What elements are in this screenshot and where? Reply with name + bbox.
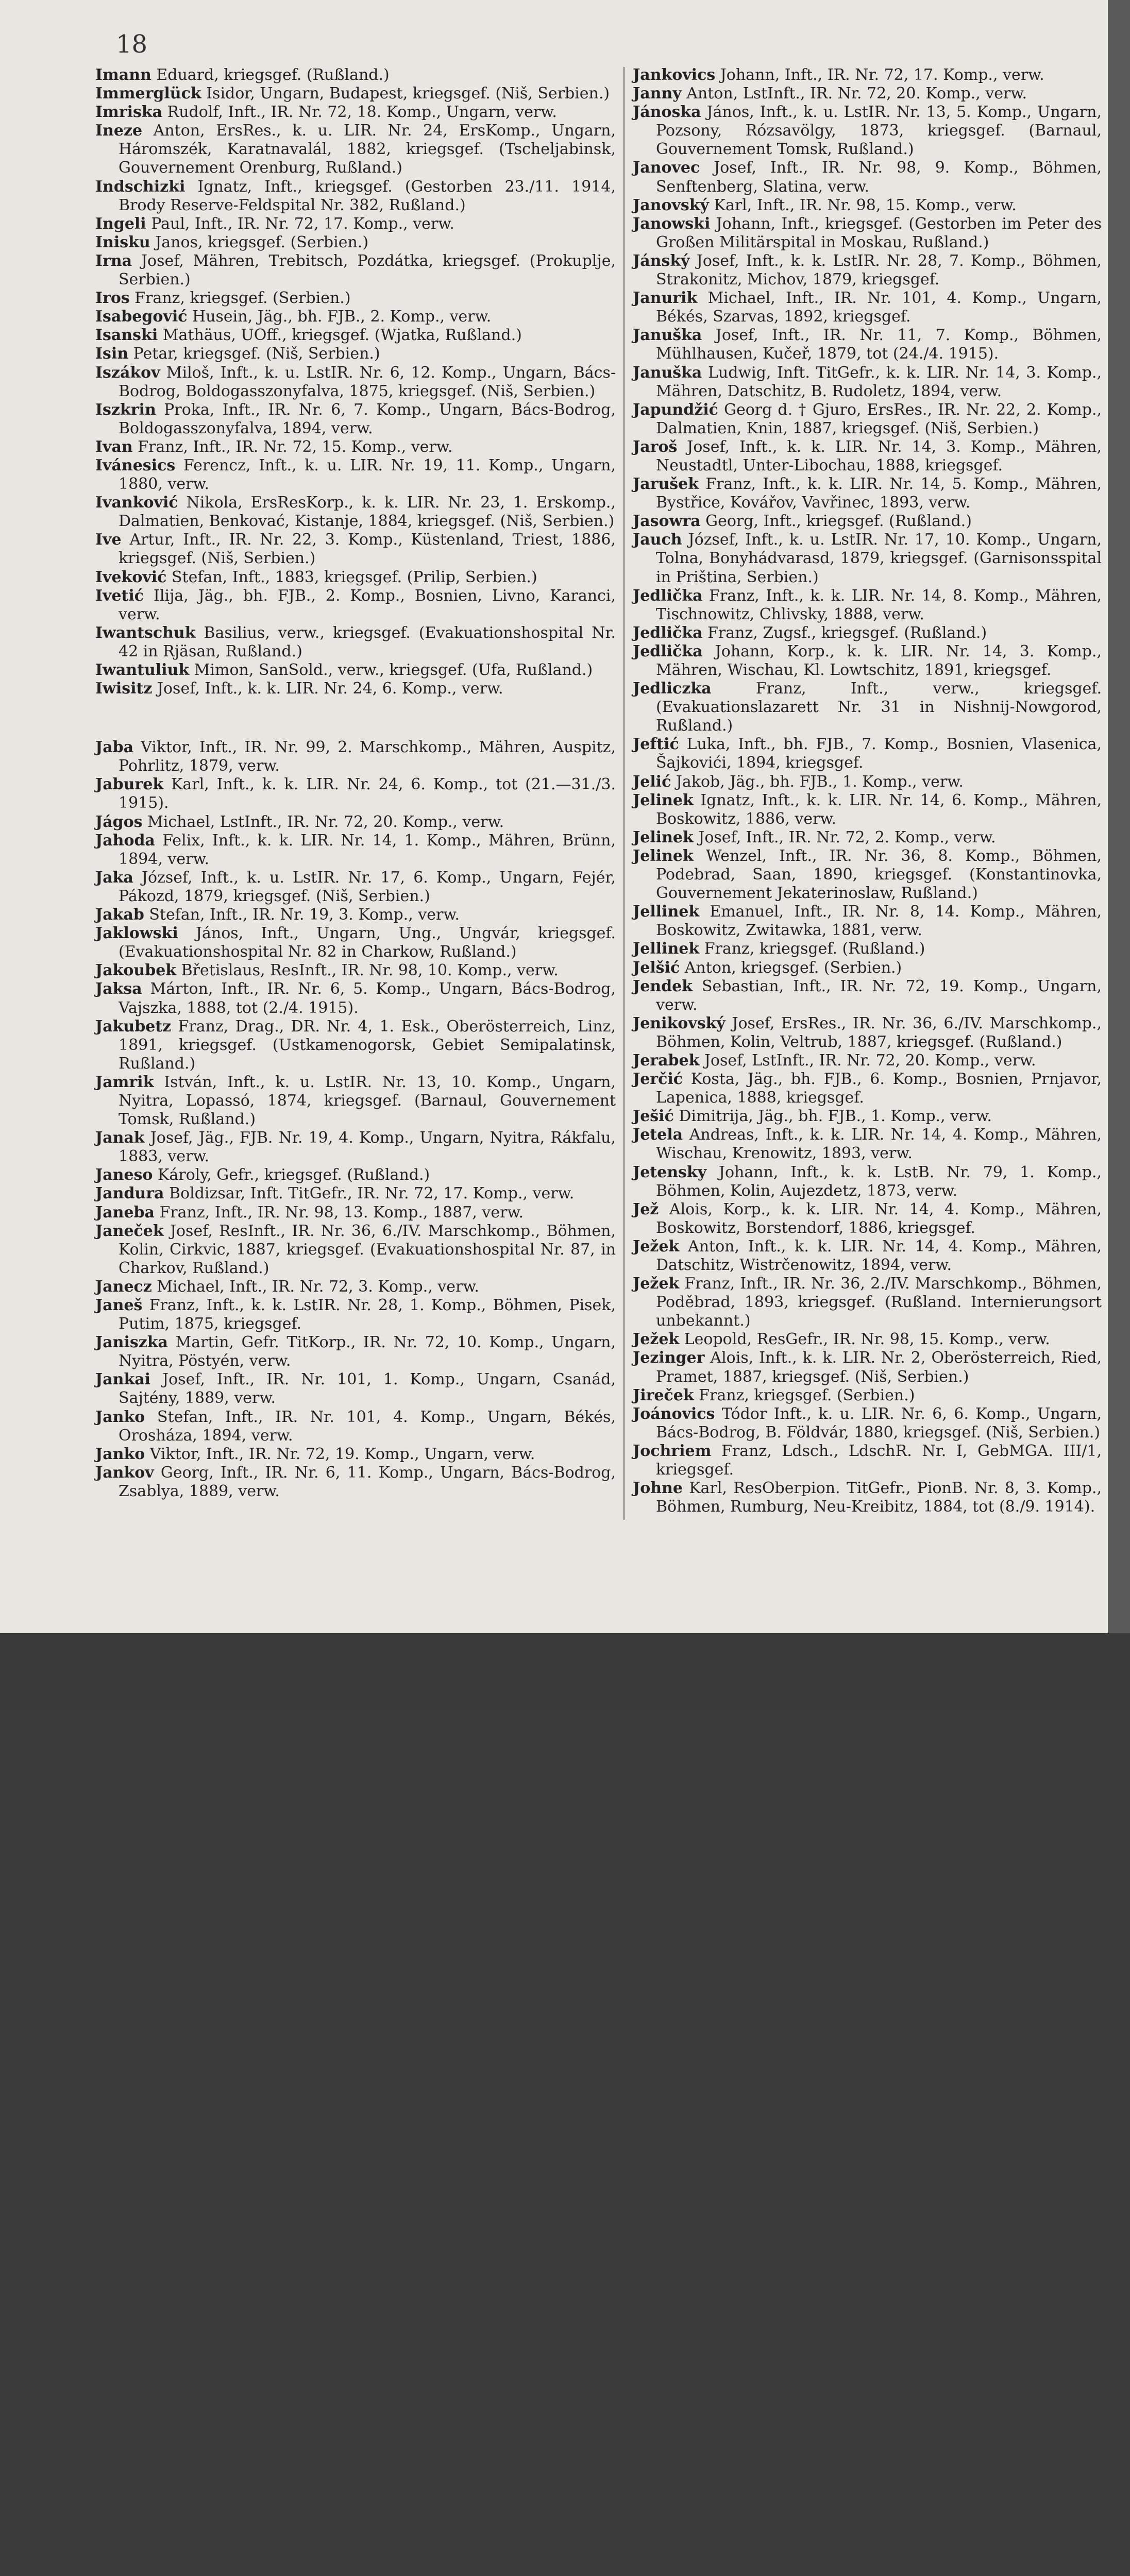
entry-details: Leopold, ResGefr., IR. Nr. 98, 15. Komp., verw. (679, 1330, 1050, 1349)
entry-surname: Jelić (633, 772, 671, 791)
entry-surname: Imriska (95, 103, 163, 122)
entry-surname: Ivan (95, 437, 133, 456)
entry-details: Wenzel, Inft., IR. Nr. 36, 8. Komp., Böhmen, Podebrad, Saan, 1890, kriegsgef. (Konstantinovka, Gouvernement Jekaterinoslaw, Rußland.) (656, 846, 1102, 903)
entry-details: Viktor, Inft., IR. Nr. 99, 2. Marschkomp., Mähren, Auspitz, Pohrlitz, 1879, verw. (119, 738, 616, 775)
entry-surname: Janecz (95, 1277, 152, 1296)
entry-surname: Jágos (95, 812, 143, 831)
list-entry (95, 1129, 616, 1166)
list-entry (633, 1238, 1102, 1275)
list-entry (95, 401, 616, 438)
entry-surname: Ježek (633, 1330, 680, 1349)
list-entry (633, 326, 1102, 363)
entry-surname: Ive (95, 531, 122, 549)
entry-details: Alois, Korp., k. k. LIR. Nr. 14, 4. Komp., Mähren, Boskowitz, Borstendorf, 1886, kriegsgef. (656, 1200, 1102, 1237)
entry-details: Dimitrija, Jäg., bh. FJB., 1. Komp., verw. (673, 1107, 992, 1126)
list-entry (95, 456, 616, 494)
list-entry (95, 869, 616, 906)
entry-details: Stefan, Inft., IR. Nr. 101, 4. Komp., Ungarn, Békés, Orosháza, 1894, verw. (119, 1408, 616, 1445)
list-entry (633, 289, 1102, 326)
entry-details: Artur, Inft., IR. Nr. 22, 3. Komp., Küstenland, Triest, 1886, kriegsgef. (Niš, Serbien.) (119, 531, 616, 568)
entry-details: Franz, Inft., verw., kriegsgef. (Evakuationslazarett Nr. 31 in Nishnij-Nowgorod, Rußland.) (656, 680, 1102, 735)
entry-surname: Jankovics (633, 66, 716, 84)
list-entry (95, 1222, 616, 1278)
entry-surname: Jireček (633, 1386, 694, 1404)
list-entry (633, 1014, 1102, 1052)
entry-details: Ferencz, Inft., k. u. LIR. Nr. 19, 11. Komp., Ungarn, 1880, verw. (119, 456, 616, 494)
entry-surname: Johne (633, 1479, 683, 1498)
list-entry (95, 906, 616, 924)
entry-surname: Jelinek (633, 846, 694, 865)
entry-details: Jakob, Jäg., bh. FJB., 1. Komp., verw. (671, 772, 964, 791)
entry-details: Miloš, Inft., k. u. LstIR. Nr. 6, 12. Komp., Ungarn, Bács-Bodrog, Boldogasszonyfalva, 1875, kriegsgef. (Niš, Serbien.) (119, 363, 616, 400)
entry-surname: Indschizki (95, 177, 185, 196)
list-entry (95, 1204, 616, 1222)
entry-surname: Jakab (95, 906, 144, 924)
entry-details: Martin, Gefr. TitKorp., IR. Nr. 72, 10. Komp., Ungarn, Nyitra, Pöstyén, verw. (119, 1333, 616, 1370)
entry-details: Paul, Inft., IR. Nr. 72, 17. Komp., verw. (146, 214, 454, 233)
list-entry (633, 1349, 1102, 1386)
list-entry (633, 642, 1102, 680)
list-entry (633, 66, 1102, 84)
entry-details: Franz, kriegsgef. (Serbien.) (129, 289, 351, 308)
list-entry (633, 1163, 1102, 1200)
list-entry (95, 1408, 616, 1445)
entry-details: Franz, kriegsgef. (Rußland.) (699, 940, 925, 958)
entry-surname: Jakoubek (95, 961, 177, 980)
right-column (633, 66, 1102, 1516)
entry-details: Franz, Inft., IR. Nr. 98, 13. Komp., 1887, verw. (154, 1203, 524, 1222)
entry-details: Georg, Inft., kriegsgef. (Rußland.) (700, 512, 972, 531)
entry-surname: Jezinger (633, 1349, 705, 1367)
entry-surname: Iszkrin (95, 400, 156, 419)
entry-details: Josef, Inft., k. k. LIR. Nr. 14, 3. Komp., Mähren, Neustadtl, Unter-Libochau, 1888, kriegsgef. (656, 437, 1102, 474)
list-entry (95, 980, 616, 1017)
entry-details: Ignatz, Inft., k. k. LIR. Nr. 14, 6. Komp., Mähren, Boskowitz, 1886, verw. (656, 791, 1102, 828)
entry-surname: Janowski (633, 214, 711, 233)
entry-surname: Ježek (633, 1237, 680, 1256)
entry-details: Viktor, Inft., IR. Nr. 72, 19. Komp., Ungarn, verw. (145, 1445, 535, 1463)
list-entry (95, 1184, 616, 1203)
entry-surname: Jankai (95, 1370, 151, 1389)
list-entry (633, 847, 1102, 903)
entry-surname: Jendek (633, 977, 693, 995)
entry-details: Franz, Ldsch., LdschR. Nr. I, GebMGA. III/1, kriegsgef. (656, 1442, 1102, 1479)
entry-surname: Ješić (633, 1107, 674, 1126)
entry-details: Franz, Inft., IR. Nr. 36, 2./IV. Marschkomp., Böhmen, Poděbrad, 1893, kriegsgef. (Rußland. Internierungsort unbekannt.) (656, 1275, 1102, 1330)
list-entry (633, 364, 1102, 401)
entry-details: Karl, ResOberpion. TitGefr., PionB. Nr. 8, 3. Komp., Böhmen, Rumburg, Neu-Kreibitz, 1884, tot (8./9. 1914). (656, 1479, 1102, 1516)
entry-surname: Irna (95, 251, 132, 270)
list-entry (633, 1330, 1102, 1349)
page-edge (1108, 0, 1130, 1633)
entry-details: Franz, Inft., k. k. LIR. Nr. 14, 8. Komp., Mähren, Tischnowitz, Chlivsky, 1888, verw. (656, 586, 1102, 623)
list-entry (633, 1107, 1102, 1126)
page-number: 18 (116, 30, 148, 59)
entry-details: Franz, Inft., k. k. LIR. Nr. 14, 5. Komp., Mähren, Bystřice, Kovářov, Vavřinec, 1893, verw. (656, 475, 1102, 512)
entry-surname: Jaka (95, 868, 133, 887)
viewer-footer (0, 1633, 1130, 1711)
entry-details: Ignatz, Inft., kriegsgef. (Gestorben 23./11. 1914, Brody Reserve-Feldspital Nr. 382, Rußland.) (119, 177, 616, 214)
entry-details: János, Inft., Ungarn, Ung., Ungvár, kriegsgef. (Evakuationshospital Nr. 82 in Charkow, Rußland.) (119, 924, 616, 961)
list-entry (95, 832, 616, 869)
list-entry (633, 475, 1102, 512)
list-entry (633, 531, 1102, 586)
entry-details: Károly, Gefr., kriegsgef. (Rußland.) (153, 1166, 430, 1184)
list-entry (633, 624, 1102, 642)
entry-surname: Ivetić (95, 586, 144, 605)
list-entry (95, 289, 616, 308)
entry-details: Josef, Inft., k. k. LstIR. Nr. 28, 7. Komp., Böhmen, Strakonitz, Michov, 1879, kriegsgef. (656, 251, 1102, 289)
entry-surname: Jánský (633, 251, 690, 270)
entry-surname: Isin (95, 345, 129, 363)
entry-surname: Imann (95, 66, 151, 84)
list-entry (95, 1333, 616, 1370)
entry-details: Josef, Inft., IR. Nr. 11, 7. Komp., Böhmen, Mühlhausen, Kučeř, 1879, tot (24./4. 1915). (656, 326, 1102, 363)
entry-surname: Janovec (633, 159, 700, 177)
entry-surname: Janurik (633, 289, 698, 308)
list-entry (633, 773, 1102, 791)
entry-surname: Janeso (95, 1166, 153, 1184)
entry-details: János, Inft., k. u. LstIR. Nr. 13, 5. Komp., Ungarn, Pozsony, Rózsavölgy, 1873, kriegsgef. (Barnaul, Gouvernement Tomsk, Rußland.) (656, 103, 1102, 159)
list-entry (633, 587, 1102, 624)
list-entry (95, 122, 616, 177)
entry-surname: Jaksa (95, 980, 142, 998)
list-entry (95, 961, 616, 980)
entry-surname: Jetela (633, 1126, 683, 1144)
list-entry (633, 1052, 1102, 1070)
entry-details: József, Inft., k. u. LstIR. Nr. 17, 10. Komp., Ungarn, Tolna, Bonyhádvarasd, 1879, kriegsgef. (Garnisonsspital in Priština, Serbien.) (656, 531, 1102, 586)
entry-details: Mathäus, UOff., kriegsgef. (Wjatka, Rußland.) (158, 326, 522, 345)
entry-details: Anton, LstInft., IR. Nr. 72, 20. Komp., verw. (681, 84, 1027, 103)
entry-details: Boldizsar, Inft. TitGefr., IR. Nr. 72, 17. Komp., verw. (164, 1184, 575, 1203)
entry-surname: Janeš (95, 1296, 143, 1314)
entry-details: Josef, Inft., IR. Nr. 101, 1. Komp., Ungarn, Csanád, Sajtény, 1889, verw. (119, 1370, 616, 1408)
entry-surname: Janak (95, 1129, 145, 1147)
entry-surname: Jelšić (633, 958, 680, 977)
entry-details: Anton, ErsRes., k. u. LIR. Nr. 24, ErsKomp., Ungarn, Háromszék, Karatnavalál, 1882, kriegsgef. (Tscheljabinsk, Gouvernement Orenburg, Rußland.) (119, 122, 616, 177)
entry-surname: Iros (95, 289, 130, 308)
entry-details: Josef, ErsRes., IR. Nr. 36, 6./IV. Marschkomp., Böhmen, Kolin, Veltrub, 1887, kriegsgef. (Rußland.) (656, 1014, 1102, 1051)
entry-details: Petar, kriegsgef. (Niš, Serbien.) (128, 345, 380, 363)
list-entry (95, 775, 616, 812)
list-entry (95, 624, 616, 661)
entry-details: Georg d. † Gjuro, ErsRes., IR. Nr. 22, 2. Komp., Dalmatien, Knin, 1887, kriegsgef. (Niš, Serbien.) (656, 400, 1102, 437)
list-entry (95, 1370, 616, 1408)
list-entry (95, 308, 616, 326)
entry-surname: Janny (633, 84, 682, 103)
list-entry (95, 326, 616, 345)
list-entry (95, 1166, 616, 1184)
entry-surname: Iveković (95, 568, 167, 586)
list-entry (95, 924, 616, 961)
list-entry (95, 252, 616, 289)
list-entry (633, 959, 1102, 977)
list-entry (633, 159, 1102, 196)
list-entry (95, 494, 616, 531)
entry-surname: Janiszka (95, 1333, 168, 1352)
list-entry (633, 84, 1102, 103)
entry-details: Alois, Inft., k. k. LIR. Nr. 2, Oberösterreich, Ried, Pramet, 1887, kriegsgef. (Niš, Serbien.) (656, 1349, 1102, 1386)
entry-surname: Janeček (95, 1222, 164, 1240)
entry-details: Johann, Korp., k. k. LIR. Nr. 14, 3. Komp., Mähren, Wischau, Kl. Lowtschitz, 1891, kriegsgef. (656, 642, 1102, 679)
list-entry (95, 1296, 616, 1333)
list-entry (633, 512, 1102, 531)
entry-surname: Jedlička (633, 586, 703, 605)
entry-details: Janos, kriegsgef. (Serbien.) (150, 233, 369, 251)
list-entry (95, 438, 616, 456)
entry-details: Anton, Inft., k. k. LIR. Nr. 14, 4. Komp., Mähren, Datschitz, Wistrčenowitz, 1894, verw. (656, 1237, 1102, 1274)
entry-surname: Ježek (633, 1275, 680, 1293)
entry-surname: Jakubetz (95, 1017, 172, 1036)
list-entry (633, 1479, 1102, 1516)
entry-details: Husein, Jäg., bh. FJB., 2. Komp., verw. (187, 308, 492, 326)
entry-surname: Jaburek (95, 775, 164, 794)
entry-details: Franz, Zugsf., kriegsgef. (Rußland.) (702, 623, 987, 642)
list-entry (633, 196, 1102, 215)
entry-details: István, Inft., k. u. LstIR. Nr. 13, 10. Komp., Ungarn, Nyitra, Lopassó, 1874, kriegsgef. (Barnaul, Gouvernement Tomsk, Rußland.) (119, 1073, 616, 1129)
entry-surname: Japundžić (633, 400, 718, 419)
entry-surname: Ivánesics (95, 456, 176, 474)
entry-details: Rudolf, Inft., IR. Nr. 72, 18. Komp., Ungarn, verw. (162, 103, 557, 122)
list-entry (633, 680, 1102, 735)
list-entry (633, 252, 1102, 289)
entry-details: Josef, Inft., IR. Nr. 72, 2. Komp., verw. (693, 828, 996, 846)
list-entry (95, 178, 616, 215)
entry-details: Mimon, SanSold., verw., kriegsgef. (Ufa, Rußland.) (189, 661, 593, 679)
entry-surname: Janko (95, 1408, 145, 1426)
entry-surname: Jež (633, 1200, 659, 1218)
list-entry (633, 103, 1102, 159)
list-entry (633, 1070, 1102, 1107)
entry-details: Tódor Inft., k. u. LIR. Nr. 6, 6. Komp., Ungarn, Bács-Bodrog, B. Földvár, 1880, kriegsgef. (Niš, Serbien.) (656, 1404, 1102, 1442)
list-entry (633, 735, 1102, 772)
entry-surname: Jedlička (633, 623, 703, 642)
letter-section-gap (95, 698, 616, 738)
entry-surname: Jasowra (633, 512, 701, 531)
entry-details: Franz, Drag., DR. Nr. 4, 1. Esk., Oberösterreich, Linz, 1891, kriegsgef. (Ustkamenogorsk, Gebiet Semipalatinsk, Rußland.) (119, 1017, 616, 1073)
entry-details: Emanuel, Inft., IR. Nr. 8, 14. Komp., Mähren, Boskowitz, Zwitawka, 1881, verw. (656, 903, 1102, 940)
list-entry (95, 1445, 616, 1464)
list-entry (95, 66, 616, 84)
list-entry (95, 103, 616, 122)
entry-details: Karl, Inft., IR. Nr. 98, 15. Komp., verw. (709, 196, 1017, 214)
entry-details: Franz, Inft., k. k. LstIR. Nr. 28, 1. Komp., Böhmen, Pisek, Putim, 1875, kriegsgef. (119, 1296, 616, 1333)
entry-surname: Jaba (95, 738, 134, 757)
list-entry (633, 215, 1102, 252)
list-entry (633, 791, 1102, 828)
entry-details: Josef, Mähren, Trebitsch, Pozdátka, kriegsgef. (Prokuplje, Serbien.) (119, 251, 616, 289)
entry-surname: Januška (633, 363, 702, 382)
entry-surname: Jarušek (633, 475, 699, 494)
entry-surname: Jelinek (633, 791, 694, 809)
entry-surname: Iwantschuk (95, 623, 196, 642)
entry-surname: Jellinek (633, 940, 700, 958)
entry-details: Michael, Inft., IR. Nr. 72, 3. Komp., verw. (151, 1277, 479, 1296)
entry-details: Stefan, Inft., IR. Nr. 19, 3. Komp., verw. (144, 906, 460, 924)
entry-details: Franz, Inft., IR. Nr. 72, 15. Komp., verw. (132, 437, 453, 456)
list-entry (95, 587, 616, 624)
list-entry (633, 903, 1102, 940)
left-column (95, 66, 616, 1501)
entry-surname: Jeftić (633, 735, 679, 754)
entry-surname: Jetensky (633, 1163, 707, 1181)
entry-details: Felix, Inft., k. k. LIR. Nr. 14, 1. Komp., Mähren, Brünn, 1894, verw. (119, 831, 616, 868)
list-entry (633, 1405, 1102, 1442)
entry-details: Franz, kriegsgef. (Serbien.) (694, 1386, 915, 1404)
entry-details: Nikola, ErsResKorp., k. k. LIR. Nr. 23, 1. Erskomp., Dalmatien, Benkovać, Kistanje, 1884, kriegsgef. (Niš, Serbien.) (119, 494, 616, 531)
entry-surname: Jedlička (633, 642, 703, 660)
list-entry (633, 1275, 1102, 1330)
entry-details: Proka, Inft., IR. Nr. 6, 7. Komp., Ungarn, Bács-Bodrog, Boldogasszonyfalva, 1894, verw. (119, 400, 616, 437)
list-entry (95, 1464, 616, 1501)
entry-surname: Iszákov (95, 363, 160, 382)
entry-surname: Jerčić (633, 1070, 683, 1089)
entry-details: Georg, Inft., IR. Nr. 6, 11. Komp., Ungarn, Bács-Bodrog, Zsablya, 1889, verw. (119, 1463, 616, 1500)
list-entry (95, 84, 616, 103)
entry-surname: Januška (633, 326, 702, 345)
entry-details: Michael, LstInft., IR. Nr. 72, 20. Komp., verw. (142, 812, 504, 831)
entry-surname: Jandura (95, 1184, 164, 1203)
entry-details: Kosta, Jäg., bh. FJB., 6. Komp., Bosnien, Prnjavor, Lapenica, 1888, kriegsgef. (656, 1070, 1102, 1107)
list-entry (633, 438, 1102, 475)
entry-surname: Jochriem (633, 1442, 712, 1460)
entry-details: Břetislaus, ResInft., IR. Nr. 98, 10. Komp., verw. (176, 961, 559, 980)
entry-surname: Immerglück (95, 84, 201, 103)
entry-surname: Jerabek (633, 1051, 700, 1070)
list-entry (95, 738, 616, 775)
list-entry (95, 813, 616, 832)
entry-details: Luka, Inft., bh. FJB., 7. Komp., Bosnien, Vlasenica, Šajkovići, 1894, kriegsgef. (656, 735, 1102, 772)
entry-details: Karl, Inft., k. k. LIR. Nr. 24, 6. Komp., tot (21.—31./3. 1915). (119, 775, 616, 812)
list-entry (633, 1126, 1102, 1163)
entry-surname: Ingeli (95, 214, 146, 233)
entry-details: Stefan, Inft., 1883, kriegsgef. (Prilip, Serbien.) (166, 568, 537, 586)
list-entry (633, 1442, 1102, 1479)
entry-details: Márton, Inft., IR. Nr. 6, 5. Komp., Ungarn, Bács-Bodrog, Vajszka, 1888, tot (2./4. 1915). (119, 980, 616, 1017)
entry-details: Josef, ResInft., IR. Nr. 36, 6./IV. Marschkomp., Böhmen, Kolin, Cirkvic, 1887, kriegsgef. (Evakuationshospital Nr. 87, in Charkov, Rußland.) (119, 1222, 616, 1277)
list-entry (633, 1386, 1102, 1405)
entry-surname: Jellinek (633, 903, 700, 921)
entry-surname: Jaroš (633, 437, 678, 456)
entry-surname: Joánovics (633, 1404, 715, 1423)
column-divider (623, 67, 625, 1520)
entry-surname: Janeba (95, 1203, 155, 1222)
list-entry (633, 401, 1102, 438)
entry-details: Sebastian, Inft., IR. Nr. 72, 19. Komp., Ungarn, verw. (656, 977, 1102, 1014)
entry-surname: Ivanković (95, 494, 178, 512)
entry-surname: Inisku (95, 233, 150, 251)
entry-surname: Iwisitz (95, 680, 153, 698)
entry-details: Michael, Inft., IR. Nr. 101, 4. Komp., Ungarn, Békés, Szarvas, 1892, kriegsgef. (656, 289, 1102, 326)
entry-surname: Jamrik (95, 1073, 154, 1091)
list-entry (95, 364, 616, 401)
entry-details: Anton, kriegsgef. (Serbien.) (680, 958, 902, 977)
list-entry (95, 568, 616, 587)
entry-surname: Janko (95, 1445, 145, 1463)
list-entry (633, 828, 1102, 847)
entry-surname: Janovský (633, 196, 709, 214)
entry-surname: Iwantuliuk (95, 661, 190, 679)
entry-details: Johann, Inft., k. k. LstB. Nr. 79, 1. Komp., Böhmen, Kolin, Aujezdetz, 1873, verw. (656, 1163, 1102, 1200)
entry-surname: Jaklowski (95, 924, 178, 943)
entry-details: Josef, LstInft., IR. Nr. 72, 20. Komp., verw. (699, 1051, 1036, 1070)
list-entry (633, 940, 1102, 958)
entry-details: Johann, Inft., IR. Nr. 72, 17. Komp., verw. (715, 66, 1044, 84)
entry-details: Basilius, verw., kriegsgef. (Evakuationshospital Nr. 42 in Rjäsan, Rußland.) (119, 623, 616, 660)
entry-details: Isidor, Ungarn, Budapest, kriegsgef. (Niš, Serbien.) (201, 84, 610, 103)
entry-surname: Isabegović (95, 308, 188, 326)
list-entry (633, 977, 1102, 1014)
list-entry (95, 531, 616, 568)
entry-details: Josef, Jäg., FJB. Nr. 19, 4. Komp., Ungarn, Nyitra, Rákfalu, 1883, verw. (119, 1129, 616, 1166)
entry-details: Eduard, kriegsgef. (Rußland.) (151, 66, 390, 84)
list-entry (95, 215, 616, 233)
entry-surname: Jenikovský (633, 1014, 726, 1032)
entry-surname: Isanski (95, 326, 158, 345)
entry-surname: Jahoda (95, 831, 155, 850)
entry-surname: Jauch (633, 531, 682, 549)
entry-details: Ilija, Jäg., bh. FJB., 2. Komp., Bosnien, Livno, Karanci, verw. (119, 586, 616, 623)
entry-details: Ludwig, Inft. TitGefr., k. k. LIR. Nr. 14, 3. Komp., Mähren, Datschitz, B. Rudoletz, 1894, verw. (656, 363, 1102, 400)
entry-details: Andreas, Inft., k. k. LIR. Nr. 14, 4. Komp., Mähren, Wischau, Krenowitz, 1893, verw. (656, 1126, 1102, 1163)
list-entry (633, 1200, 1102, 1238)
entry-surname: Jánoska (633, 103, 701, 122)
entry-surname: Jankov (95, 1463, 154, 1482)
list-entry (95, 1278, 616, 1296)
entry-details: Josef, Inft., k. k. LIR. Nr. 24, 6. Komp., verw. (152, 680, 503, 698)
entry-details: Johann, Inft., kriegsgef. (Gestorben im Peter des Großen Militärspital in Moskau, Rußland.) (656, 214, 1102, 251)
list-entry (95, 1018, 616, 1073)
entry-surname: Ineze (95, 122, 143, 140)
entry-details: Josef, Inft., IR. Nr. 98, 9. Komp., Böhmen, Senftenberg, Slatina, verw. (656, 159, 1102, 196)
list-entry (95, 1073, 616, 1129)
list-entry (95, 345, 616, 363)
entry-surname: Jedliczka (633, 680, 712, 698)
list-entry (95, 233, 616, 252)
list-entry (95, 661, 616, 680)
entry-surname: Jelinek (633, 828, 694, 846)
list-entry (95, 680, 616, 698)
entry-details: József, Inft., k. u. LstIR. Nr. 17, 6. Komp., Ungarn, Fejér, Pákozd, 1879, kriegsgef. (Niš, Serbien.) (119, 868, 616, 905)
